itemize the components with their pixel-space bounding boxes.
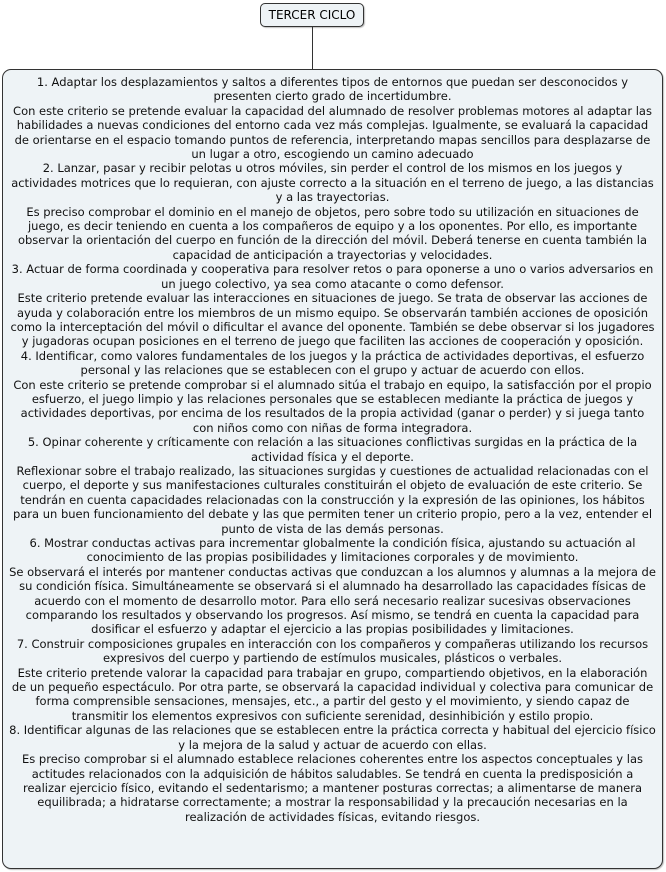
criterion-6-description: Se observará el interés por mantener conductas activas que conduzcan a los alumnos y alumnas a la mejora de su condición física. Simultáneamente se observará si el alumnado ha desarrollado las capacidades físicas de acuerdo con el momento de desarrollo motor. Para ello será necesario realizar sucesivas observaciones comparando los resultados y observando los progresos. Así mismo, se tendrá en cuenta la capacidad para dosificar el esfuerzo y adaptar el ejercicio a las propias posibilidades y limitaciones. — [9, 564, 656, 637]
criterion-8-description: Es preciso comprobar si el alumnado establece relaciones coherentes entre los aspectos conceptuales y las actitudes relacionados con la adquisición de hábitos saludables. Se tendrá en cuenta la predisposición a realizar ejercicio físico, evitando el sedentarismo; a mantener posturas correctas; a alimentarse de manera equilibrada; a hidratarse correctamente; a mostrar la responsabilidad y la precaución necesarias en la realización de actividades físicas, evitando riesgos. — [22, 752, 643, 824]
criterion-6-title: 6. Mostrar conductas activas para incrementar globalmente la condición física, ajustando su actuación al conocimiento de las propias posibilidades y limitaciones corporales y de movimiento. — [29, 536, 636, 565]
criterion-1-description: Con este criterio se pretende evaluar la capacidad del alumnado de resolver problemas motores al adaptar las habilidades a nuevas condiciones del entorno cada vez más complejas. Igualmente, se evaluará la capacidad de orientarse en el espacio tomando puntos de referencia, interpretando mapas sencillos para desplazarse de un lugar a otro, escogiendo un camino adecuado — [13, 103, 652, 162]
criterion-3-description: Este criterio pretende evaluar las interacciones en situaciones de juego. Se trata de observar las acciones de ayuda y colaboración entre los miembros de un mismo equipo. Se observarán también acciones de oposición como la interceptación del móvil o dificultar el avance del oponente. También se debe observar si los jugadores y jugadoras ocupan posiciones en el terreno de juego que faciliten las acciones de cooperación y oposición. — [10, 291, 655, 349]
criterion-2-description: Es preciso comprobar el dominio en el manejo de objetos, pero sobre todo su utilización en situaciones de juego, es decir teniendo en cuenta a los compañeros de equipo y a los oponentes. Por ello, es importante observar la orientación del cuerpo en función de la dirección del móvil. Deberá tenerse en cuenta también la capacidad de anticipación a trayectorias y velocidades. — [17, 204, 648, 262]
connector-line — [312, 27, 313, 69]
criterion-5-description: Reflexionar sobre el trabajo realizado, las situaciones surgidas y cuestiones de actualidad relacionadas con el cuerpo, el deporte y sus manifestaciones culturales constituirán el objeto de evaluación de este criterio. Se tendrán en cuenta capacidades relacionadas con la construcción y la expresión de las opiniones, los hábitos para un buen funcionamiento del debate y las que permiten tener un criterio propio, pero a la vez, entender el punto de vista de las demás personas. — [12, 463, 653, 536]
criterion-7-title: 7. Construir composiciones grupales en interacción con los compañeros y compañeras utilizando los recursos expresivos del cuerpo y partiendo de estímulos musicales, plásticos o verbales. — [16, 636, 649, 666]
concept-node-criterios[interactable] — [2, 69, 663, 869]
criterion-8-title: 8. Identificar algunas de las relaciones que se establecen entre la práctica correcta y habitual del ejercicio físico y la mejora de la salud y actuar de acuerdo con ellas. — [9, 723, 656, 752]
criterion-4-description: Con este criterio se pretende comprobar si el alumnado sitúa el trabajo en equipo, la satisfacción por el propio esfuerzo, el juego limpio y las relaciones personales que se establecen mediante la práctica de juegos y actividades deportivas, por encima de los resultados de la propia actividad (ganar o perder) y si juega tanto con niños como con niñas de forma integradora. — [13, 377, 652, 435]
criterion-7-description: Este criterio pretende valorar la capacidad para trabajar en grupo, compartiendo objetivos, en la elaboración de un pequeño espectáculo. Por otra parte, se observará la capacidad individual y colectiva para comunicar de forma comprensible sensaciones, mensajes, etc., a partir del gesto y el movimiento, y siendo capaz de transmitir los elementos expresivos con suficiente serenidad, desinhibición y estilo propio. — [11, 665, 654, 723]
criterion-5-title: 5. Opinar coherente y críticamente con relación a las situaciones conflictivas surgidas en la práctica de la actividad física y el deporte. — [27, 435, 638, 464]
concept-node-tercer-ciclo[interactable]: TERCER CICLO — [260, 3, 364, 27]
criterion-3-title: 3. Actuar de forma coordinada y cooperativa para resolver retos o para oponerse a uno o varios adversarios en un juego colectivo, ya sea como atacante o como defensor. — [11, 262, 654, 291]
criterion-1-title: 1. Adaptar los desplazamientos y saltos a diferentes tipos de entornos que puedan ser desconocidos y presenten cierto grado de incertidumbre. — [36, 75, 629, 104]
criterion-2-title: 2. Lanzar, pasar y recibir pelotas u otros móviles, sin perder el control de los mismos en los juegos y actividades motrices que lo requieran, con ajuste correcto a la situación en el terreno de juego, a las distancias y a las trayectorias. — [11, 161, 654, 205]
criterion-4-title: 4. Identificar, como valores fundamentales de los juegos y la práctica de actividades deportivas, el esfuerzo personal y las relaciones que se establecen con el grupo y actuar de acuerdo con ellos. — [20, 348, 645, 378]
